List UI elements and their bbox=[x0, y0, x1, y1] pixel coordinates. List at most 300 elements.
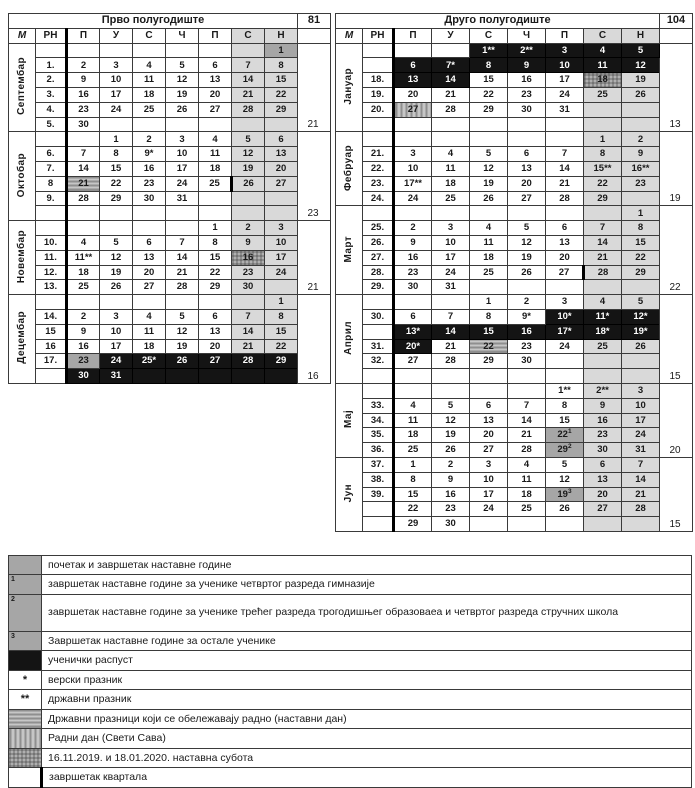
day-cell: 14 bbox=[432, 73, 470, 88]
week-row bbox=[336, 73, 693, 88]
day-cell: 28 bbox=[166, 280, 199, 295]
day-header: С bbox=[470, 28, 508, 43]
day-cell: 16 bbox=[432, 487, 470, 502]
day-cell: 14 bbox=[546, 161, 584, 176]
legend-label: верски празник bbox=[42, 670, 692, 690]
day-cell: 19 bbox=[232, 161, 265, 176]
day-cell: 25 bbox=[584, 339, 622, 354]
day-cell: 18 bbox=[508, 487, 546, 502]
day-cell: 14 bbox=[67, 161, 100, 176]
day-cell: 10 bbox=[100, 324, 133, 339]
week-number-cell: 29. bbox=[363, 280, 394, 295]
day-cell: 16 bbox=[133, 161, 166, 176]
week-number-cell: 37. bbox=[363, 457, 394, 472]
day-cell: $29^2$ bbox=[546, 443, 584, 458]
day-cell bbox=[166, 43, 199, 58]
month-total-days: 15 bbox=[660, 457, 693, 531]
day-cell: 25 bbox=[67, 280, 100, 295]
day-cell bbox=[432, 295, 470, 310]
day-cell: 30 bbox=[432, 517, 470, 532]
day-cell: 11 bbox=[584, 58, 622, 73]
day-cell: 30 bbox=[394, 280, 432, 295]
week-row bbox=[336, 354, 693, 369]
legend-swatch-d bbox=[9, 748, 42, 768]
week-row bbox=[336, 161, 693, 176]
day-cell: 26 bbox=[100, 280, 133, 295]
day-cell: 30 bbox=[508, 354, 546, 369]
day-cell: 16** bbox=[622, 161, 660, 176]
month-total-days: 16 bbox=[298, 295, 331, 384]
week-number-cell: 25. bbox=[363, 221, 394, 236]
day-cell: 13 bbox=[265, 147, 298, 162]
semester-total-days: 104 bbox=[660, 14, 693, 29]
week-number-cell: 16 bbox=[36, 339, 67, 354]
day-cell: 11 bbox=[133, 324, 166, 339]
day-cell: 30 bbox=[67, 117, 100, 132]
week-row bbox=[9, 324, 331, 339]
month-total-days: 13 bbox=[660, 43, 693, 132]
day-cell: 23 bbox=[133, 176, 166, 191]
day-cell: 1** bbox=[470, 43, 508, 58]
week-row bbox=[9, 339, 331, 354]
day-cell bbox=[232, 117, 265, 132]
day-cell bbox=[622, 117, 660, 132]
day-cell: 20 bbox=[508, 176, 546, 191]
day-cell: 5 bbox=[100, 235, 133, 250]
header-total-spacer bbox=[660, 28, 693, 43]
day-cell: 15 bbox=[100, 161, 133, 176]
day-cell: 26 bbox=[508, 265, 546, 280]
week-row bbox=[336, 206, 693, 221]
week-row bbox=[9, 147, 331, 162]
legend-label: завршетак наставне године за ученике четвртог разреда гимназије bbox=[42, 575, 692, 595]
week-row bbox=[336, 398, 693, 413]
day-cell bbox=[265, 191, 298, 206]
legend-label: ученички распуст bbox=[42, 651, 692, 671]
week-number-cell: 27. bbox=[363, 250, 394, 265]
day-cell: 25 bbox=[584, 87, 622, 102]
day-cell: 19 bbox=[100, 265, 133, 280]
day-cell: 14 bbox=[432, 324, 470, 339]
day-cell: 6 bbox=[265, 132, 298, 147]
legend-swatch-q bbox=[9, 768, 42, 788]
day-cell: 29 bbox=[199, 280, 232, 295]
header-total-spacer bbox=[298, 28, 331, 43]
day-cell: 29 bbox=[470, 102, 508, 117]
month-label: Јун bbox=[336, 457, 363, 531]
day-cell: 12 bbox=[546, 472, 584, 487]
legend-label: Завршетак наставне године за остале ученике bbox=[42, 631, 692, 651]
day-cell: 28 bbox=[432, 354, 470, 369]
week-number-cell: 20. bbox=[363, 102, 394, 117]
day-cell: 2** bbox=[584, 383, 622, 398]
day-cell bbox=[199, 117, 232, 132]
week-number-cell: 36. bbox=[363, 443, 394, 458]
day-cell bbox=[432, 132, 470, 147]
day-cell: 3 bbox=[100, 58, 133, 73]
day-cell: 1 bbox=[584, 132, 622, 147]
day-cell: 24 bbox=[394, 191, 432, 206]
day-cell: 19 bbox=[622, 73, 660, 88]
week-row bbox=[9, 295, 331, 310]
legend-swatch-symbol: * bbox=[9, 670, 42, 690]
day-cell: 24 bbox=[166, 176, 199, 191]
day-cell: 6 bbox=[584, 457, 622, 472]
day-cell: 23 bbox=[432, 502, 470, 517]
day-cell: 13 bbox=[584, 472, 622, 487]
day-cell: 9 bbox=[622, 147, 660, 162]
day-cell: 6 bbox=[394, 58, 432, 73]
week-number-cell: 33. bbox=[363, 398, 394, 413]
day-cell bbox=[470, 280, 508, 295]
day-cell: 7* bbox=[432, 58, 470, 73]
day-cell: 10 bbox=[470, 472, 508, 487]
day-cell: 3 bbox=[166, 132, 199, 147]
month-total-days: 22 bbox=[660, 206, 693, 295]
week-row bbox=[336, 43, 693, 58]
day-cell bbox=[100, 117, 133, 132]
week-number-cell bbox=[363, 383, 394, 398]
legend-row bbox=[9, 594, 692, 631]
day-cell bbox=[265, 206, 298, 221]
day-cell: 11 bbox=[133, 73, 166, 88]
day-cell: 19 bbox=[166, 87, 199, 102]
week-row bbox=[9, 161, 331, 176]
week-row bbox=[9, 221, 331, 236]
day-cell: 2 bbox=[394, 221, 432, 236]
week-number-cell bbox=[363, 132, 394, 147]
day-cell bbox=[584, 206, 622, 221]
day-cell: 24 bbox=[100, 354, 133, 369]
day-cell: 17 bbox=[100, 339, 133, 354]
month-total-days: 19 bbox=[660, 132, 693, 206]
day-cell: 24 bbox=[546, 87, 584, 102]
day-cell: 20 bbox=[584, 487, 622, 502]
day-cell: 30 bbox=[508, 102, 546, 117]
day-cell: 4 bbox=[584, 295, 622, 310]
month-total-days: 21 bbox=[298, 221, 331, 295]
day-cell: 28 bbox=[584, 265, 622, 280]
week-row bbox=[9, 250, 331, 265]
day-cell: 21 bbox=[546, 176, 584, 191]
day-cell: 10 bbox=[166, 147, 199, 162]
day-cell: 5 bbox=[166, 58, 199, 73]
week-row bbox=[336, 250, 693, 265]
day-cell: 10 bbox=[432, 235, 470, 250]
day-cell: 7 bbox=[546, 147, 584, 162]
day-cell: 16 bbox=[508, 73, 546, 88]
day-cell: 22 bbox=[622, 250, 660, 265]
day-cell: 15 bbox=[394, 487, 432, 502]
day-cell: 4 bbox=[584, 43, 622, 58]
legend-row bbox=[9, 768, 692, 788]
week-number-column-header: РН bbox=[363, 28, 394, 43]
week-row bbox=[9, 265, 331, 280]
week-number-cell: 7. bbox=[36, 161, 67, 176]
day-cell bbox=[67, 221, 100, 236]
day-cell: 6 bbox=[133, 235, 166, 250]
day-cell: 27 bbox=[394, 354, 432, 369]
week-number-cell: 23. bbox=[363, 176, 394, 191]
day-cell bbox=[394, 383, 432, 398]
day-cell: 17** bbox=[394, 176, 432, 191]
day-cell: 6 bbox=[394, 309, 432, 324]
day-cell: 11** bbox=[67, 250, 100, 265]
day-cell: 21 bbox=[67, 176, 100, 191]
day-cell: 20* bbox=[394, 339, 432, 354]
semester-title: Прво полугодиште bbox=[9, 14, 298, 29]
day-cell: 4 bbox=[67, 235, 100, 250]
day-cell: 13 bbox=[394, 73, 432, 88]
week-number-cell bbox=[36, 132, 67, 147]
day-cell: 23 bbox=[67, 102, 100, 117]
day-cell: 29 bbox=[100, 191, 133, 206]
day-cell: 8 bbox=[546, 398, 584, 413]
legend-label: 16.11.2019. и 18.01.2020. наставна субота bbox=[42, 748, 692, 768]
week-number-cell bbox=[363, 206, 394, 221]
day-header: С bbox=[232, 28, 265, 43]
day-cell bbox=[622, 354, 660, 369]
day-cell: 14 bbox=[232, 324, 265, 339]
week-number-cell: 39. bbox=[363, 487, 394, 502]
day-cell: 4 bbox=[470, 221, 508, 236]
day-cell: 29 bbox=[265, 102, 298, 117]
day-cell: 27 bbox=[546, 265, 584, 280]
day-cell: 31 bbox=[432, 280, 470, 295]
day-cell: 11* bbox=[584, 309, 622, 324]
day-cell: 25 bbox=[133, 102, 166, 117]
day-cell bbox=[584, 102, 622, 117]
day-cell bbox=[394, 295, 432, 310]
week-number-cell: 38. bbox=[363, 472, 394, 487]
day-cell bbox=[508, 383, 546, 398]
day-cell: 17 bbox=[166, 161, 199, 176]
day-cell bbox=[546, 354, 584, 369]
day-cell: 28 bbox=[622, 502, 660, 517]
day-cell: 21 bbox=[432, 339, 470, 354]
day-cell bbox=[508, 517, 546, 532]
day-cell: 8 bbox=[100, 147, 133, 162]
day-cell: 19 bbox=[508, 250, 546, 265]
week-number-cell: 2. bbox=[36, 73, 67, 88]
day-cell: $22^1$ bbox=[546, 428, 584, 443]
week-row bbox=[336, 472, 693, 487]
day-cell bbox=[265, 117, 298, 132]
day-header: П bbox=[199, 28, 232, 43]
week-number-cell: 28. bbox=[363, 265, 394, 280]
day-cell: 13* bbox=[394, 324, 432, 339]
day-cell: 8 bbox=[470, 58, 508, 73]
day-cell bbox=[508, 206, 546, 221]
day-cell: 18 bbox=[394, 428, 432, 443]
week-row bbox=[336, 191, 693, 206]
week-row bbox=[9, 206, 331, 221]
day-cell bbox=[622, 517, 660, 532]
day-cell: 1 bbox=[622, 206, 660, 221]
day-cell: 17 bbox=[265, 250, 298, 265]
day-cell bbox=[584, 117, 622, 132]
day-cell bbox=[166, 369, 199, 384]
day-cell: 15 bbox=[199, 250, 232, 265]
day-cell: 4 bbox=[432, 147, 470, 162]
day-cell: 27 bbox=[508, 191, 546, 206]
week-row bbox=[336, 147, 693, 162]
day-cell bbox=[470, 369, 508, 384]
day-cell bbox=[584, 354, 622, 369]
month-total-days: 15 bbox=[660, 295, 693, 384]
week-row bbox=[9, 73, 331, 88]
day-cell: 9 bbox=[508, 58, 546, 73]
day-header: У bbox=[100, 28, 133, 43]
day-cell bbox=[67, 206, 100, 221]
day-cell bbox=[432, 43, 470, 58]
day-cell: 18 bbox=[584, 73, 622, 88]
day-cell: 4 bbox=[199, 132, 232, 147]
day-cell: 4 bbox=[394, 398, 432, 413]
day-cell: 17 bbox=[432, 250, 470, 265]
week-row bbox=[336, 502, 693, 517]
day-cell: 9 bbox=[394, 235, 432, 250]
week-row bbox=[336, 102, 693, 117]
week-number-cell: 34. bbox=[363, 413, 394, 428]
day-cell: 7 bbox=[432, 309, 470, 324]
week-number-cell: 8 bbox=[36, 176, 67, 191]
day-cell: 24 bbox=[470, 502, 508, 517]
day-cell: 25 bbox=[199, 176, 232, 191]
week-row bbox=[336, 58, 693, 73]
week-number-cell bbox=[363, 117, 394, 132]
week-number-cell bbox=[36, 221, 67, 236]
week-number-cell: 31. bbox=[363, 339, 394, 354]
week-number-cell: 1. bbox=[36, 58, 67, 73]
day-cell: 26 bbox=[166, 102, 199, 117]
week-row bbox=[9, 117, 331, 132]
semester-2-calendar-table bbox=[335, 13, 693, 532]
week-number-cell: 21. bbox=[363, 147, 394, 162]
legend-row bbox=[9, 555, 692, 575]
day-cell: 12 bbox=[470, 161, 508, 176]
week-number-cell: 4. bbox=[36, 102, 67, 117]
week-number-cell: 22. bbox=[363, 161, 394, 176]
day-cell: 21 bbox=[232, 87, 265, 102]
day-cell: 17 bbox=[470, 487, 508, 502]
day-cell: 9 bbox=[67, 73, 100, 88]
day-cell bbox=[166, 221, 199, 236]
day-cell bbox=[508, 280, 546, 295]
week-number-cell: 15 bbox=[36, 324, 67, 339]
week-number-cell: 6. bbox=[36, 147, 67, 162]
day-cell: 1 bbox=[470, 295, 508, 310]
legend-row bbox=[9, 575, 692, 595]
week-number-cell bbox=[36, 206, 67, 221]
day-cell: 27 bbox=[265, 176, 298, 191]
month-label: Мај bbox=[336, 383, 363, 457]
day-cell: 22 bbox=[265, 87, 298, 102]
day-cell: 28 bbox=[67, 191, 100, 206]
day-cell: 15 bbox=[470, 324, 508, 339]
day-cell: 3 bbox=[394, 147, 432, 162]
day-cell: 8 bbox=[265, 309, 298, 324]
week-number-cell: 18. bbox=[363, 73, 394, 88]
day-cell: 15 bbox=[265, 73, 298, 88]
day-cell: 26 bbox=[166, 354, 199, 369]
day-cell: 24 bbox=[265, 265, 298, 280]
legend-label: Државни празници који се обележавају радно (наставни дан) bbox=[42, 709, 692, 729]
day-cell: 13 bbox=[199, 324, 232, 339]
week-row bbox=[336, 235, 693, 250]
week-number-cell bbox=[363, 43, 394, 58]
day-cell bbox=[133, 369, 166, 384]
day-cell bbox=[584, 517, 622, 532]
day-cell: 23 bbox=[67, 354, 100, 369]
day-cell: 31 bbox=[100, 369, 133, 384]
week-number-cell bbox=[36, 43, 67, 58]
day-cell: 19* bbox=[622, 324, 660, 339]
day-cell bbox=[232, 206, 265, 221]
day-cell bbox=[67, 132, 100, 147]
day-cell: 6 bbox=[199, 309, 232, 324]
week-number-cell: 13. bbox=[36, 280, 67, 295]
semester-tables-row bbox=[8, 13, 695, 532]
day-cell: 22 bbox=[394, 502, 432, 517]
day-cell: 4 bbox=[133, 58, 166, 73]
month-total-days: 21 bbox=[298, 43, 331, 132]
day-cell: 7 bbox=[584, 221, 622, 236]
day-cell bbox=[232, 43, 265, 58]
day-cell: 31 bbox=[166, 191, 199, 206]
day-cell: 23 bbox=[508, 339, 546, 354]
day-cell: 29 bbox=[265, 354, 298, 369]
day-cell bbox=[394, 369, 432, 384]
day-cell bbox=[622, 369, 660, 384]
day-cell bbox=[432, 117, 470, 132]
day-cell: 16 bbox=[394, 250, 432, 265]
week-number-cell bbox=[36, 295, 67, 310]
day-cell bbox=[546, 280, 584, 295]
week-row bbox=[9, 87, 331, 102]
day-cell: 26 bbox=[622, 87, 660, 102]
day-cell: 16 bbox=[67, 87, 100, 102]
day-cell: 9 bbox=[232, 235, 265, 250]
day-cell: 11 bbox=[470, 235, 508, 250]
month-label: Април bbox=[336, 295, 363, 384]
day-cell: 26 bbox=[546, 502, 584, 517]
day-cell: 17 bbox=[100, 87, 133, 102]
week-row bbox=[336, 132, 693, 147]
day-cell: 1 bbox=[394, 457, 432, 472]
day-cell: 27 bbox=[584, 502, 622, 517]
day-cell bbox=[100, 206, 133, 221]
day-cell bbox=[546, 206, 584, 221]
legend-row bbox=[9, 651, 692, 671]
day-cell bbox=[67, 295, 100, 310]
day-cell: 12* bbox=[622, 309, 660, 324]
week-row bbox=[9, 280, 331, 295]
day-cell: 23 bbox=[232, 265, 265, 280]
day-cell: 13 bbox=[199, 73, 232, 88]
day-cell bbox=[394, 43, 432, 58]
day-cell: 7 bbox=[232, 58, 265, 73]
day-cell: 20 bbox=[199, 87, 232, 102]
day-cell: 16 bbox=[508, 324, 546, 339]
day-cell: 25 bbox=[394, 443, 432, 458]
week-number-cell bbox=[363, 517, 394, 532]
day-cell: 28 bbox=[232, 102, 265, 117]
day-cell: 22 bbox=[199, 265, 232, 280]
day-cell: 21 bbox=[166, 265, 199, 280]
day-cell: 12 bbox=[508, 235, 546, 250]
legend-row bbox=[9, 748, 692, 768]
